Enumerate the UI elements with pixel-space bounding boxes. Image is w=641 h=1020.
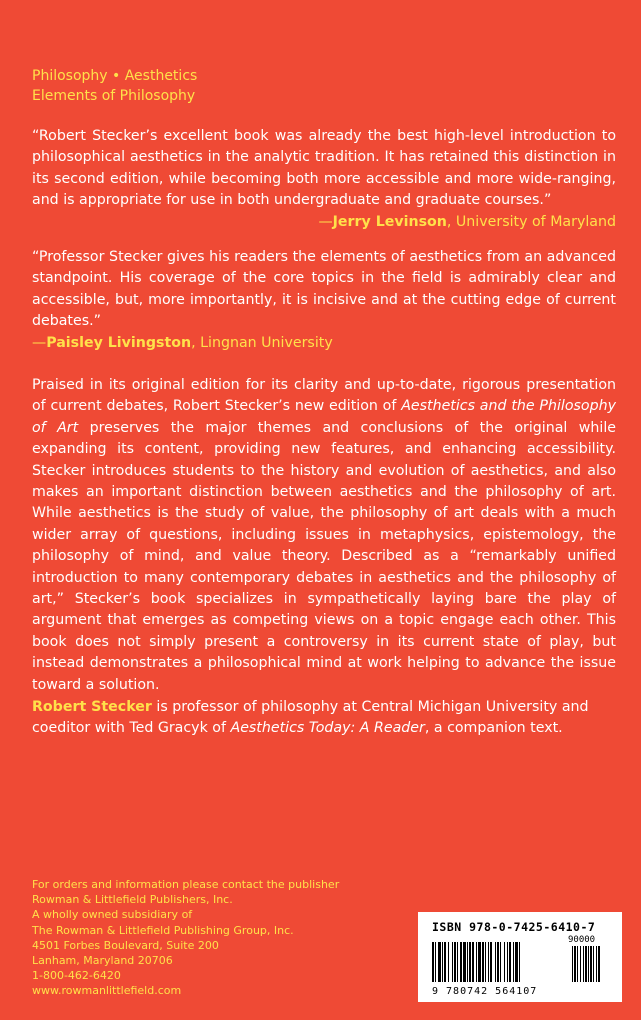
barcode-bar bbox=[504, 942, 505, 982]
barcode-addon-bar bbox=[574, 946, 576, 982]
barcode-bar bbox=[457, 942, 458, 982]
barcode-bar bbox=[442, 942, 443, 982]
book-title: Aesthetics and the Philosophy of Art bbox=[32, 398, 616, 436]
barcode-addon-bar bbox=[593, 946, 594, 982]
barcode-addon-bar bbox=[588, 946, 589, 982]
isbn-label: ISBN 978-0-7425-6410-7 bbox=[432, 920, 596, 934]
publisher-line: 4501 Forbes Boulevard, Suite 200 bbox=[32, 938, 219, 952]
endorser-affiliation: , University of Maryland bbox=[446, 213, 616, 230]
barcode-addon-bar bbox=[598, 946, 600, 982]
barcode-bar bbox=[467, 942, 468, 982]
ean-number: 9 780742 564107 bbox=[432, 986, 538, 997]
barcode-bar bbox=[500, 942, 501, 982]
barcode-bar bbox=[488, 942, 489, 982]
barcode-bar bbox=[435, 942, 436, 982]
endorsement-quote bbox=[32, 247, 616, 354]
barcode-bar bbox=[509, 942, 511, 982]
barcode-bar bbox=[513, 942, 514, 982]
quote-text: “Robert Stecker’s excellent book was already the best high-level introduction to philosophical aesthetics in the analytic tradition. It has retained this distinction in its second edition, while becoming both more accessible and more wide-ranging, and is appropriate for use in both undergraduate and graduate courses.” bbox=[32, 128, 616, 209]
bio-text: , a companion text. bbox=[424, 720, 563, 737]
quote-attribution bbox=[32, 333, 616, 354]
publisher-phone: 1-800-462-6420 bbox=[32, 969, 121, 983]
endorser-name: Jerry Levinson bbox=[332, 213, 447, 230]
endorser-affiliation: , Lingnan University bbox=[191, 334, 333, 351]
category-block bbox=[32, 66, 197, 106]
barcode-bar bbox=[448, 942, 449, 982]
publisher-line: A wholly owned subsidiary of bbox=[32, 908, 193, 922]
quote-text: “Professor Stecker gives his readers the elements of aesthetics from an advanced standpoint. His coverage of the core topics in the field is admirably clear and accessible, but, more importantly, it is incisive and at the cutting edge of current debates.” bbox=[32, 249, 616, 330]
barcode-bar bbox=[432, 942, 434, 982]
author-name: Robert Stecker bbox=[32, 699, 152, 715]
description-text: preserves the major themes and conclusions of the original while expanding its content, providing new features, and enhancing accessibility. Stecker introduces students to the history and evolution of aesthetics, and also makes an important distinction between aesthetics and the philosophy of art. While aesthetics is the study of value, the philosophy of art deals with a much wider array of questions, including issues in metaphysics, epistemology, the philosophy of mind, and value theory. Described as a “remarkably unified introduction to many contemporary debates in aesthetics and the philosophy of art,” Stecker’s book specializes in sympathetically laying bare the play of argument that emerges as competing views on a topic engage each other. This book does not simply present a controversy in its current state of play, but instead demonstrates a philosophical mind at work helping to advance the issue toward a solution. bbox=[32, 419, 616, 693]
subject-line: Philosophy • Aesthetics bbox=[32, 68, 198, 84]
barcode-icon bbox=[432, 942, 608, 988]
barcode-bar bbox=[519, 942, 520, 982]
barcode-panel bbox=[418, 912, 622, 1002]
barcode-addon-bar bbox=[590, 946, 592, 982]
barcode-bar bbox=[478, 942, 481, 982]
publisher-line: Lanham, Maryland 20706 bbox=[32, 954, 173, 968]
publisher-website[interactable]: www.rowmanlittlefield.com bbox=[32, 984, 182, 998]
barcode-bar bbox=[485, 942, 486, 982]
endorsement-quote bbox=[32, 126, 616, 233]
quote-dash: — bbox=[32, 334, 47, 351]
barcode-bar bbox=[472, 942, 474, 982]
publisher-line: For orders and information please contact the publisher bbox=[32, 878, 340, 891]
quote-dash: — bbox=[318, 213, 333, 230]
barcode-bar bbox=[495, 942, 496, 982]
barcode-bar bbox=[444, 942, 446, 982]
endorser-name: Paisley Livingston bbox=[46, 334, 192, 351]
barcode-bar bbox=[452, 942, 453, 982]
barcode-addon-bar bbox=[596, 946, 597, 982]
publisher-info bbox=[32, 877, 339, 999]
bio-text: is professor of philosophy at Central Michigan University and coeditor with Ted Gracyk of bbox=[32, 699, 589, 737]
barcode-bar bbox=[490, 942, 492, 982]
barcode-addon-bar bbox=[580, 946, 581, 982]
barcode-bar bbox=[515, 942, 518, 982]
publisher-line: Rowman & Littlefield Publishers, Inc. bbox=[32, 893, 233, 907]
companion-title: Aesthetics Today: A Reader bbox=[230, 720, 425, 737]
barcode-bar bbox=[507, 942, 508, 982]
description-text: Praised in its original edition for its clarity and up-to-date, rigorous presentation of current debates, Robert Stecker’s new edition of bbox=[32, 377, 616, 415]
price-addon: 90000 bbox=[568, 935, 596, 945]
barcode-bar bbox=[438, 942, 441, 982]
barcode-addon-bar bbox=[577, 946, 578, 982]
barcode-bar bbox=[476, 942, 477, 982]
barcode-bar bbox=[460, 942, 462, 982]
barcode-bar bbox=[497, 942, 499, 982]
series-line: Elements of Philosophy bbox=[32, 88, 196, 104]
book-description bbox=[32, 375, 616, 696]
barcode-addon-bar bbox=[585, 946, 587, 982]
barcode-bar bbox=[469, 942, 471, 982]
publisher-line: The Rowman & Littlefield Publishing Group, Inc. bbox=[32, 923, 294, 937]
quote-attribution bbox=[318, 212, 616, 233]
barcode-addon-bar bbox=[583, 946, 584, 982]
barcode-bar bbox=[463, 942, 466, 982]
author-bio bbox=[32, 697, 616, 740]
barcode-bar bbox=[482, 942, 484, 982]
barcode-bar bbox=[454, 942, 456, 982]
barcode-addon-bar bbox=[572, 946, 573, 982]
